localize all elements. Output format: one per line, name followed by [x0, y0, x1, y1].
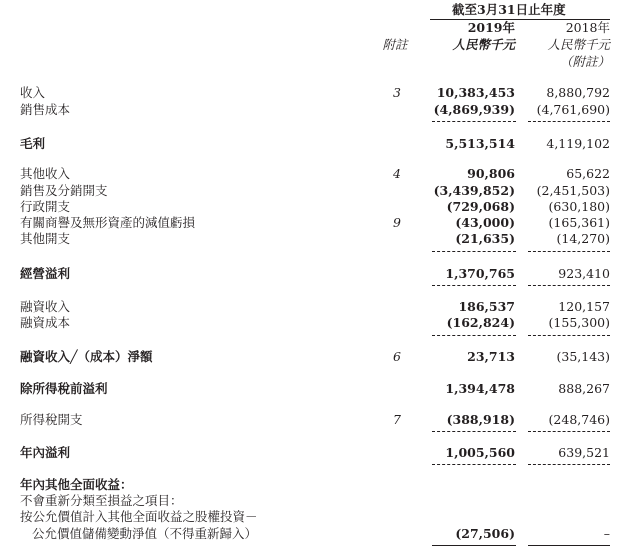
- row-label: 除所得稅前溢利: [20, 381, 108, 396]
- row-label: 銷售成本: [20, 102, 71, 117]
- row-value-2019: 90,806: [467, 166, 515, 181]
- row-label: 毛利: [20, 136, 46, 151]
- oci-underline: [528, 545, 610, 546]
- row-label: 經營溢利: [20, 266, 71, 281]
- subtotal-rule: [528, 121, 610, 122]
- row-value-2019: 1,394,478: [445, 381, 515, 396]
- row-value-2019: 23,713: [467, 349, 515, 364]
- row-note: 9: [393, 215, 401, 230]
- row-label: 其他收入: [20, 166, 71, 181]
- row-value-2018: 8,880,792: [546, 85, 610, 100]
- row-value-2019: 10,383,453: [436, 85, 515, 100]
- subtotal-rule: [528, 464, 610, 465]
- row-label: 融資收入: [20, 299, 71, 314]
- subtotal-rule: [432, 431, 516, 432]
- row-value-2018: (4,761,690): [536, 102, 610, 117]
- row-value-2018: 4,119,102: [546, 136, 610, 151]
- row-value-2019: 1,370,765: [445, 266, 515, 281]
- subtotal-rule: [432, 121, 516, 122]
- row-value-2019: (388,918): [446, 412, 515, 427]
- row-value-2018: (2,451,503): [536, 183, 610, 198]
- oci-line-2: 公允價值儲備變動淨值（不得重新歸入）: [32, 526, 258, 541]
- row-value-2018: (14,270): [556, 231, 610, 246]
- col-2019-unit: 人民幣千元: [452, 37, 515, 52]
- row-label: 銷售及分銷開支: [20, 183, 108, 198]
- row-value-2019: 5,513,514: [445, 136, 515, 151]
- row-value-2019: (3,439,852): [433, 183, 515, 198]
- row-value-2018: (35,143): [556, 349, 610, 364]
- row-value-2018: (165,361): [548, 215, 610, 230]
- note-header: 附註: [382, 37, 408, 52]
- row-value-2018: (155,300): [548, 315, 610, 330]
- row-value-2019: (4,869,939): [433, 102, 515, 117]
- row-label: 所得稅開支: [20, 412, 83, 427]
- row-note: 3: [393, 85, 401, 100]
- row-value-2018: 923,410: [558, 266, 610, 281]
- oci-value-2018: –: [603, 526, 610, 541]
- subtotal-rule: [432, 464, 516, 465]
- row-label: 行政開支: [20, 199, 71, 214]
- row-value-2019: 1,005,560: [445, 445, 515, 460]
- subtotal-rule: [432, 285, 516, 286]
- subtotal-rule: [432, 251, 516, 252]
- subtotal-rule: [432, 335, 516, 336]
- col-2018-year: 2018年: [565, 20, 610, 35]
- row-value-2019: (162,824): [446, 315, 515, 330]
- row-note: 6: [393, 349, 401, 364]
- row-label: 融資收入╱（成本）淨額: [20, 349, 153, 364]
- row-value-2019: (729,068): [446, 199, 515, 214]
- row-value-2018: 888,267: [558, 381, 610, 396]
- row-value-2018: (248,746): [548, 412, 610, 427]
- row-note: 7: [393, 412, 401, 427]
- row-value-2018: 120,157: [558, 299, 610, 314]
- row-label: 融資成本: [20, 315, 71, 330]
- row-label: 其他開支: [20, 231, 71, 246]
- subtotal-rule: [528, 431, 610, 432]
- row-value-2018: 639,521: [558, 445, 610, 460]
- oci-underline: [432, 545, 516, 546]
- period-header: 截至3月31日止年度: [452, 2, 566, 17]
- oci-subheading: 不會重新分類至損益之項目：: [20, 493, 183, 508]
- row-label: 收入: [20, 85, 46, 100]
- col-2018-note: （附註）: [559, 54, 610, 69]
- col-2018-unit: 人民幣千元: [547, 37, 610, 52]
- row-note: 4: [393, 166, 401, 181]
- row-label: 有關商譽及無形資產的減值虧損: [20, 215, 196, 230]
- subtotal-rule: [528, 335, 610, 336]
- oci-line-1: 按公允價值計入其他全面收益之股權投資－: [20, 509, 258, 524]
- row-value-2018: 65,622: [566, 166, 610, 181]
- row-value-2019: (21,635): [455, 231, 515, 246]
- row-value-2019: 186,537: [458, 299, 515, 314]
- row-label: 年內溢利: [20, 445, 71, 460]
- oci-value-2019: (27,506): [455, 526, 515, 541]
- subtotal-rule: [528, 251, 610, 252]
- subtotal-rule: [528, 285, 610, 286]
- row-value-2019: (43,000): [455, 215, 515, 230]
- row-value-2018: (630,180): [548, 199, 610, 214]
- col-2019-year: 2019年: [467, 20, 515, 35]
- oci-heading: 年內其他全面收益：: [20, 477, 133, 492]
